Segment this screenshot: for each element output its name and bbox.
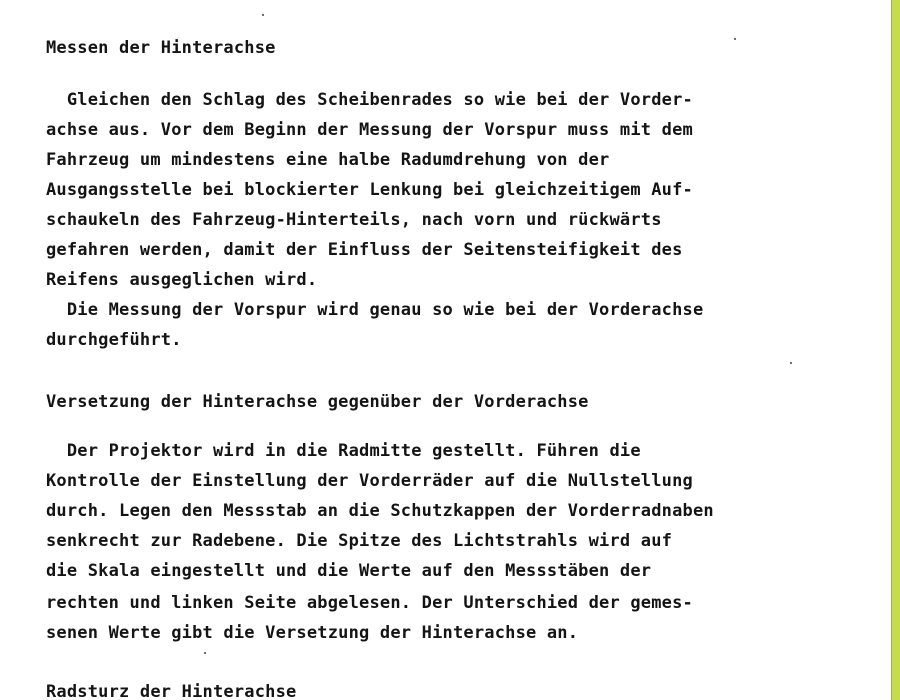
paragraph-line: gefahren werden, damit der Einfluss der Seitensteifigkeit des <box>46 240 683 260</box>
page-edge-border <box>891 0 900 700</box>
scan-speck <box>790 362 792 364</box>
paragraph-line: Gleichen den Schlag des Scheibenrades so wie bei der Vorder- <box>46 90 693 110</box>
paragraph-line: die Skala eingestellt und die Werte auf den Messstäben der <box>46 561 652 581</box>
paragraph-line: Fahrzeug um mindestens eine halbe Radumdrehung von der <box>46 150 610 170</box>
scan-speck <box>204 652 206 654</box>
paragraph-line: durchgeführt. <box>46 330 182 350</box>
paragraph-line: achse aus. Vor dem Beginn der Messung der Vorspur muss mit dem <box>46 120 693 140</box>
paragraph-line: senen Werte gibt die Versetzung der Hinterachse an. <box>46 623 579 643</box>
section-heading-2: Versetzung der Hinterachse gegenüber der Vorderachse <box>46 392 589 412</box>
paragraph-line: schaukeln des Fahrzeug-Hinterteils, nach vorn und rückwärts <box>46 210 662 230</box>
paragraph-line: Der Projektor wird in die Radmitte gestellt. Führen die <box>46 441 641 461</box>
section-heading-3: Radsturz der Hinterachse <box>46 682 297 700</box>
section-heading-1: Messen der Hinterachse <box>46 38 276 58</box>
paragraph-line: Die Messung der Vorspur wird genau so wie bei der Vorderachse <box>46 300 704 320</box>
paragraph-line: Reifens ausgeglichen wird. <box>46 270 318 290</box>
scan-speck <box>734 38 736 40</box>
paragraph-line: Ausgangsstelle bei blockierter Lenkung bei gleichzeitigem Auf- <box>46 180 693 200</box>
paragraph-line: senkrecht zur Radebene. Die Spitze des Lichtstrahls wird auf <box>46 531 673 551</box>
scan-speck <box>262 14 264 16</box>
paragraph-line: durch. Legen den Messstab an die Schutzkappen der Vorderradnaben <box>46 501 714 521</box>
paragraph-line: Kontrolle der Einstellung der Vorderräder auf die Nullstellung <box>46 471 693 491</box>
paragraph-line: rechten und linken Seite abgelesen. Der Unterschied der gemes- <box>46 593 693 613</box>
